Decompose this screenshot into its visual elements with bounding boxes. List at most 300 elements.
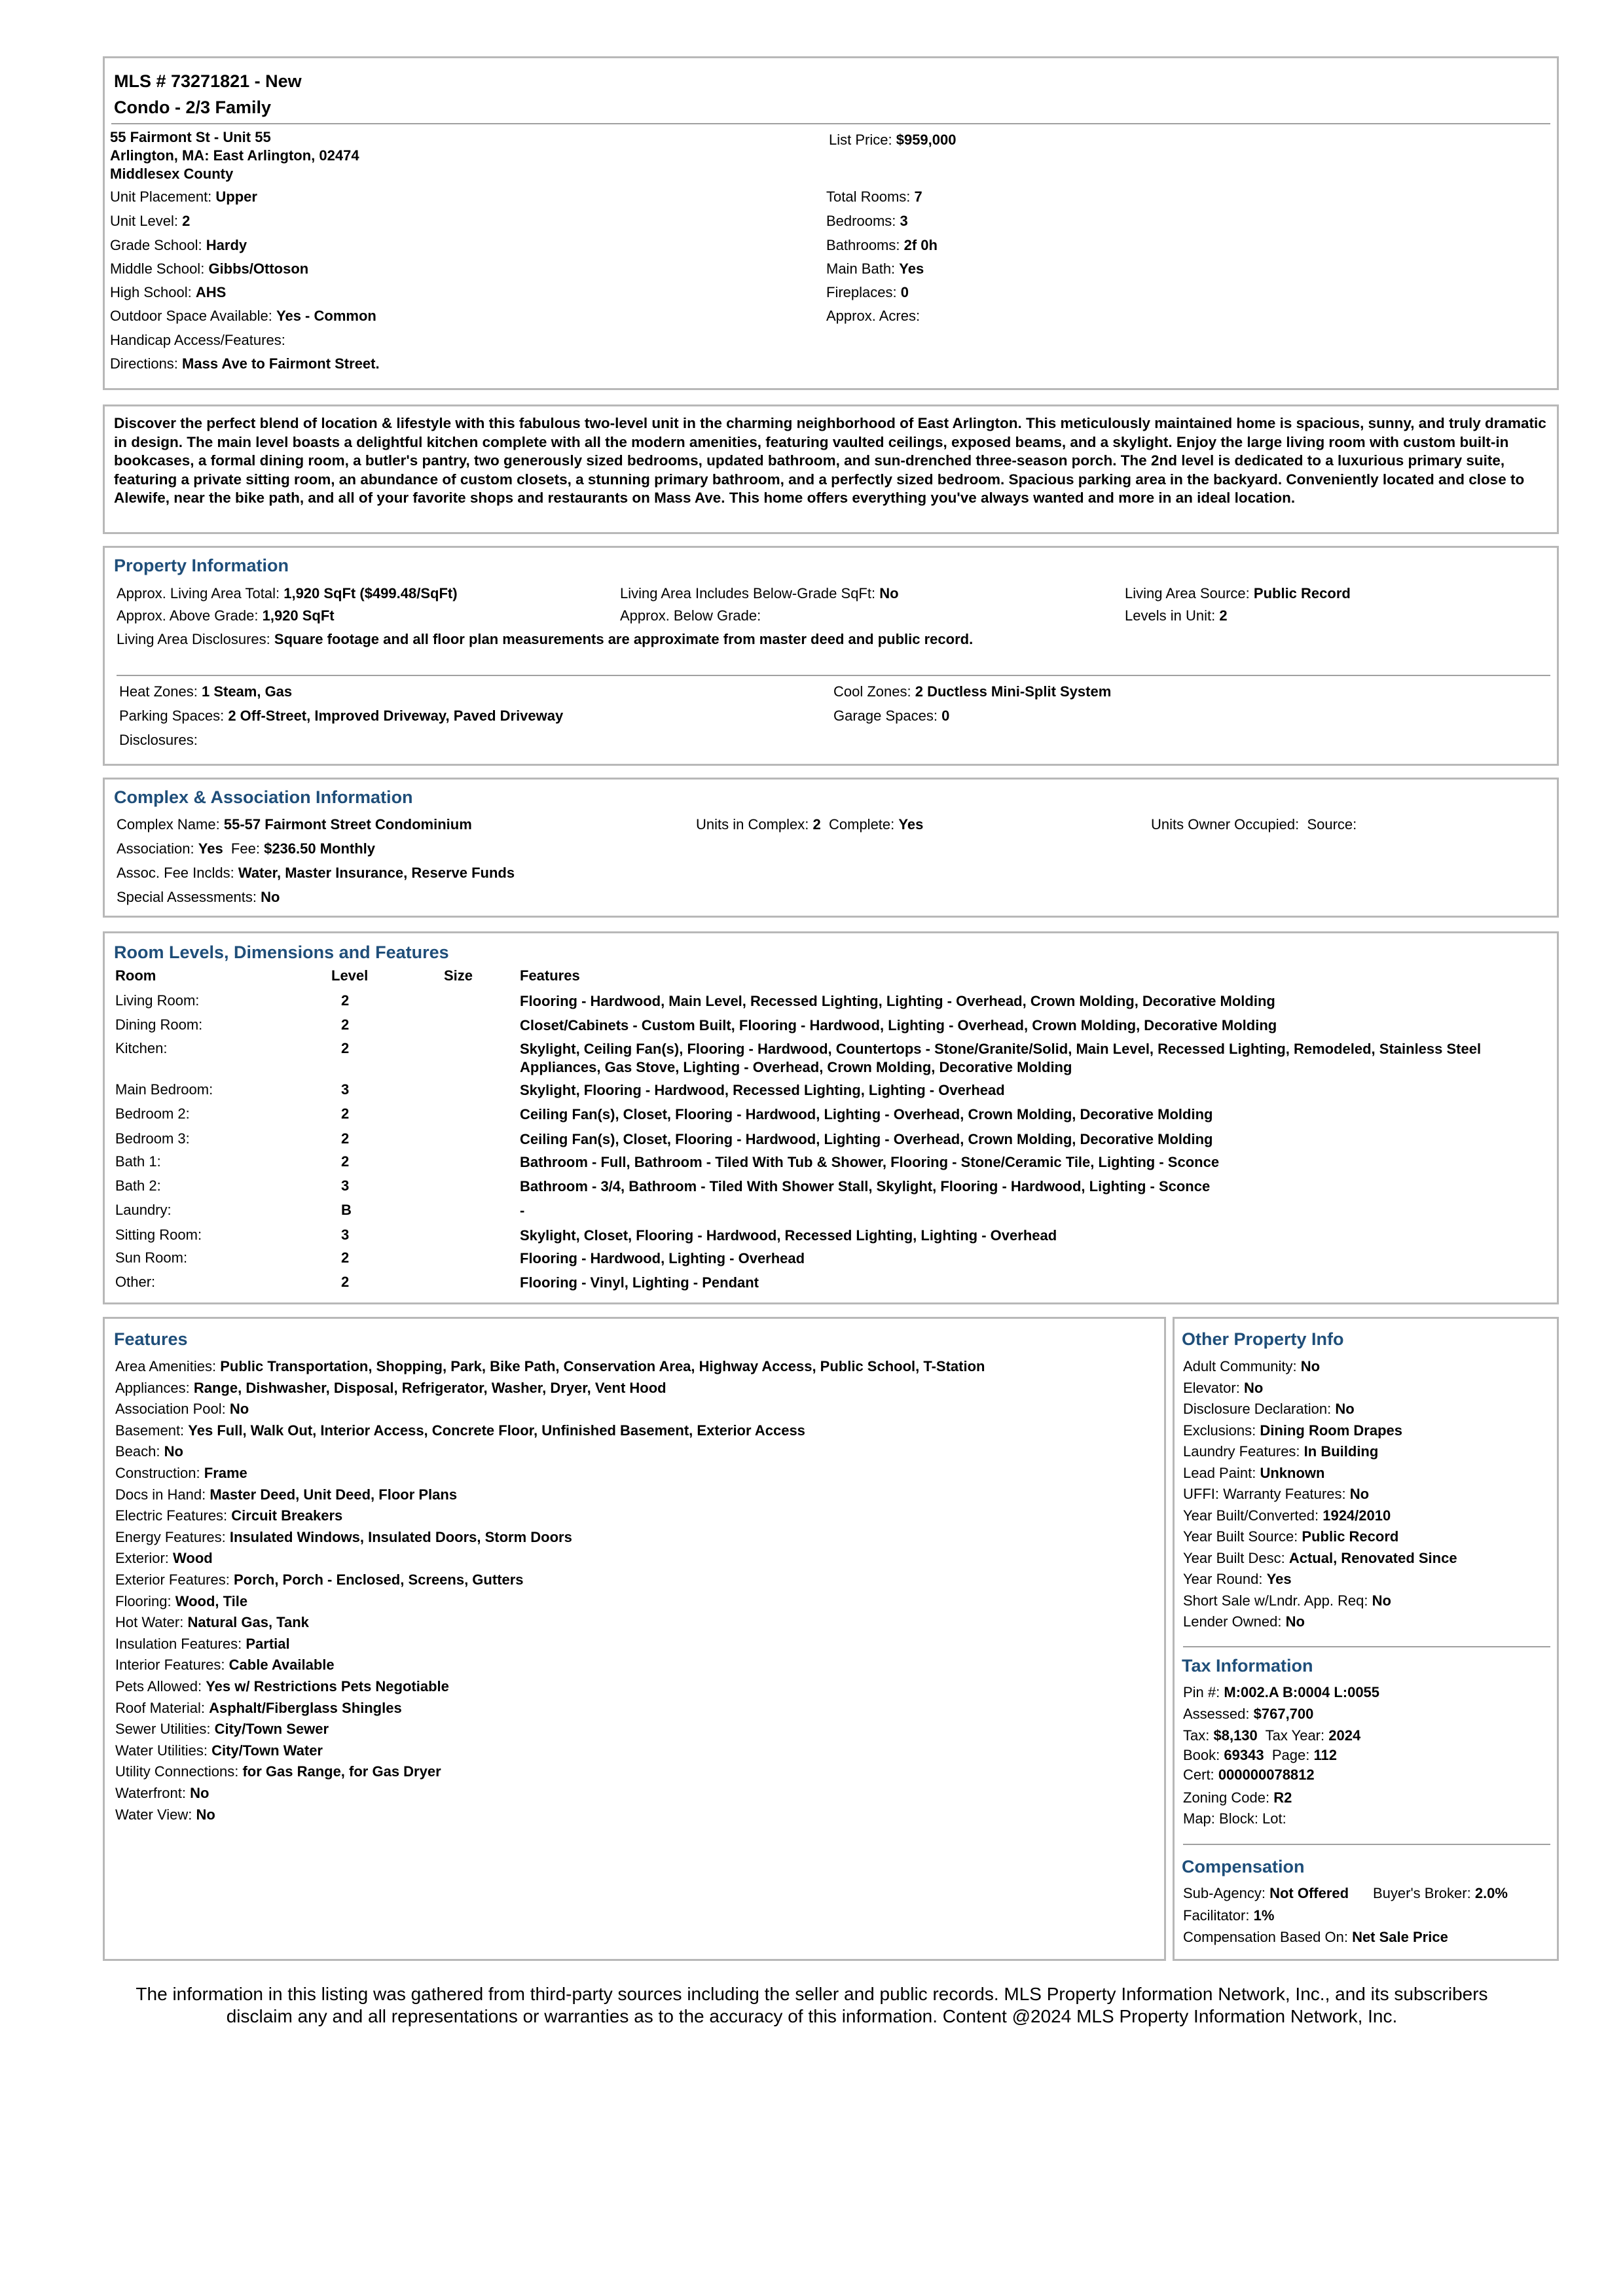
field-label: Assessed: — [1183, 1706, 1250, 1722]
field-label: Exterior Features: — [115, 1571, 230, 1588]
field-value: No — [1300, 1358, 1321, 1374]
field-label: Area Amenities: — [115, 1358, 217, 1374]
field-value: R2 — [1273, 1789, 1292, 1806]
field-value: Not Offered — [1269, 1885, 1349, 1901]
info-item — [1183, 1443, 1378, 1460]
heat-zones — [119, 683, 292, 700]
county: Middlesex County — [110, 166, 234, 182]
room-features: - — [520, 1202, 525, 1219]
field-value: Net Sale Price — [1352, 1929, 1448, 1945]
summary-field — [110, 260, 308, 278]
room-name: Other: — [115, 1274, 156, 1290]
field-value: 1 Steam, Gas — [201, 683, 293, 700]
field-label: Association Pool: — [115, 1401, 226, 1418]
address-line1: 55 Fairmont St - Unit 55 — [110, 129, 271, 145]
field-label: Year Round: — [1183, 1571, 1263, 1587]
info-item — [1183, 1358, 1320, 1375]
field-label: Total Rooms: — [826, 188, 911, 205]
field-value: $767,700 — [1253, 1706, 1314, 1722]
field-value: Square footage and all floor plan measurements are approximate from master deed and public record. — [274, 631, 974, 647]
field-label: Docs in Hand: — [115, 1486, 206, 1503]
info-item — [1183, 1507, 1391, 1524]
room-features: Flooring - Vinyl, Lighting - Pendant — [520, 1274, 759, 1291]
field-value: 2 Ductless Mini-Split System — [915, 683, 1112, 700]
summary-field — [826, 260, 924, 278]
address-line2: Arlington, MA: East Arlington, 02474 — [110, 147, 359, 164]
room-name: Kitchen: — [115, 1040, 168, 1056]
field-value: Public Record — [1302, 1528, 1399, 1545]
field-value: 2 Off-Street, Improved Driveway, Paved Driveway — [228, 708, 564, 724]
field-label: Sewer Utilities: — [115, 1721, 211, 1738]
feature-item — [115, 1700, 402, 1717]
levels-in-unit — [1125, 607, 1228, 624]
tax-title: Tax Information — [1182, 1656, 1313, 1676]
room-features: Skylight, Flooring - Hardwood, Recessed Lighting, Lighting - Overhead — [520, 1082, 1005, 1098]
header-size: Size — [444, 967, 473, 984]
header-level: Level — [331, 967, 369, 984]
header-features: Features — [520, 967, 580, 984]
room-name: Bedroom 3: — [115, 1130, 190, 1147]
field-value: No — [1335, 1401, 1355, 1417]
field-value: Wood — [173, 1550, 213, 1567]
feature-item — [115, 1380, 666, 1397]
field-value: Asphalt/Fiberglass Shingles — [209, 1699, 402, 1716]
field-label: Roof Material: — [115, 1699, 205, 1716]
below-grade — [620, 607, 761, 624]
map-block-lot: Map: Block: Lot: — [1183, 1810, 1286, 1827]
field-label: Complex Name: — [117, 816, 220, 833]
field-value: Actual, Renovated Since — [1288, 1549, 1457, 1566]
room-name: Dining Room: — [115, 1016, 203, 1033]
room-name: Main Bedroom: — [115, 1081, 213, 1098]
field-label: Tax Year: — [1265, 1727, 1325, 1744]
section-title: Features — [114, 1329, 188, 1349]
field-value: Upper — [215, 188, 257, 205]
field-value: Insulated Windows, Insulated Doors, Storm Doors — [229, 1528, 572, 1545]
field-label: Electric Features: — [115, 1507, 228, 1524]
property-type: Condo - 2/3 Family — [114, 98, 272, 117]
field-label: Sub-Agency: — [1183, 1885, 1266, 1901]
field-label: Levels in Unit: — [1125, 607, 1216, 624]
field-label: Water Utilities: — [115, 1742, 208, 1759]
field-value: In Building — [1304, 1443, 1379, 1460]
field-value: 2 — [812, 816, 821, 833]
field-label: Waterfront: — [115, 1785, 186, 1801]
field-value: No — [879, 585, 899, 601]
field-label: Hot Water: — [115, 1614, 184, 1631]
info-item — [1183, 1486, 1369, 1503]
living-area-disclosures — [117, 631, 973, 648]
field-value: 1,920 SqFt — [262, 607, 335, 624]
field-value: 1% — [1253, 1907, 1275, 1924]
feature-item — [115, 1465, 247, 1482]
feature-item — [115, 1742, 323, 1759]
field-label: Disclosures: — [119, 732, 198, 748]
feature-item — [115, 1550, 213, 1567]
complex-name — [117, 816, 472, 833]
field-value: Cable Available — [228, 1657, 335, 1674]
field-value: $8,130 — [1213, 1727, 1258, 1744]
field-value: AHS — [195, 284, 227, 300]
field-label: Exterior: — [115, 1550, 169, 1567]
field-value: 2 — [1219, 607, 1228, 624]
field-label: Directions: — [110, 355, 178, 372]
list-price-label: List Price: — [829, 132, 892, 148]
room-features: Bathroom - 3/4, Bathroom - Tiled With Shower Stall, Skylight, Flooring - Hardwood, Lighting - Sconce — [520, 1178, 1211, 1194]
field-label: Grade School: — [110, 237, 202, 253]
field-value: Yes — [898, 816, 924, 833]
assoc-fee-includes — [117, 865, 515, 882]
room-level: 2 — [341, 1105, 350, 1122]
field-value: 2.0% — [1474, 1885, 1508, 1901]
field-label: Facilitator: — [1183, 1907, 1250, 1924]
field-value: Circuit Breakers — [231, 1507, 343, 1524]
field-value: 7 — [914, 188, 922, 205]
field-label: Approx. Above Grade: — [117, 607, 259, 624]
feature-item — [115, 1785, 209, 1802]
field-label: Year Built/Converted: — [1183, 1507, 1319, 1524]
section-title: Other Property Info — [1182, 1329, 1344, 1349]
field-label: Tax: — [1183, 1727, 1210, 1744]
field-value: M:002.A B:0004 L:0055 — [1224, 1684, 1380, 1700]
field-label: Unit Placement: — [110, 188, 212, 205]
summary-field — [110, 213, 190, 230]
field-value: 2 — [182, 213, 191, 229]
field-value: Yes — [198, 840, 223, 857]
field-value: No — [1349, 1486, 1370, 1502]
field-label: Source: — [1307, 816, 1357, 833]
garage-spaces — [833, 708, 949, 725]
field-value: No — [1372, 1592, 1391, 1609]
room-level: 3 — [341, 1177, 350, 1194]
field-label: Assoc. Fee Inclds: — [117, 865, 234, 881]
field-value: 1924/2010 — [1322, 1507, 1391, 1524]
field-label: Utility Connections: — [115, 1763, 239, 1780]
room-level: B — [341, 1202, 352, 1218]
header-divider — [111, 123, 1550, 124]
feature-item — [115, 1614, 309, 1631]
description-section — [103, 404, 1559, 534]
field-value: Wood, Tile — [175, 1592, 248, 1609]
parking-spaces — [119, 708, 563, 725]
feature-item — [115, 1401, 249, 1418]
field-value: City/Town Sewer — [214, 1721, 329, 1738]
field-label: Approx. Living Area Total: — [117, 585, 280, 601]
features-section — [103, 1317, 1166, 1961]
mls-title: MLS # 73271821 - New — [114, 71, 302, 91]
field-label: Garage Spaces: — [833, 708, 938, 724]
summary-field — [826, 188, 922, 206]
field-label: Compensation Based On: — [1183, 1929, 1348, 1945]
room-name: Bath 1: — [115, 1153, 161, 1170]
living-area-source — [1125, 585, 1351, 602]
summary-field — [110, 188, 257, 206]
field-label: Basement: — [115, 1422, 185, 1439]
field-value: Yes w/ Restrictions Pets Negotiable — [206, 1678, 449, 1695]
room-features: Bathroom - Full, Bathroom - Tiled With Tub & Shower, Flooring - Stone/Ceramic Tile, Lighting - Sconce — [520, 1154, 1220, 1170]
field-value: Hardy — [206, 237, 247, 253]
tax-book-page — [1183, 1747, 1337, 1764]
room-level: 2 — [341, 1040, 350, 1056]
feature-item — [115, 1507, 342, 1524]
field-label: Year Built Source: — [1183, 1528, 1298, 1545]
field-value: Yes - Common — [276, 308, 376, 324]
summary-field — [110, 308, 376, 325]
room-level: 3 — [341, 1081, 350, 1098]
field-value: Water, Master Insurance, Reserve Funds — [238, 865, 515, 881]
field-label: Units in Complex: — [696, 816, 809, 833]
section-title: Room Levels, Dimensions and Features — [114, 942, 449, 962]
field-value: 112 — [1313, 1747, 1337, 1763]
field-label: Laundry Features: — [1183, 1443, 1300, 1460]
field-label: Lead Paint: — [1183, 1464, 1256, 1481]
field-value: 2f 0h — [903, 237, 938, 253]
units-owner-occupied — [1151, 816, 1357, 833]
field-value: Range, Dishwasher, Disposal, Refrigerator, Washer, Dryer, Vent Hood — [193, 1379, 666, 1396]
field-label: Bedrooms: — [826, 213, 896, 229]
field-value: 1,920 SqFt ($499.48/SqFt) — [283, 585, 458, 601]
field-value: Gibbs/Ottoson — [208, 260, 309, 277]
feature-item — [115, 1636, 290, 1653]
info-item — [1183, 1550, 1457, 1567]
below-grade-included — [620, 585, 899, 602]
field-label: Units Owner Occupied: — [1151, 816, 1300, 833]
field-value: No — [1243, 1379, 1264, 1396]
field-label: Fireplaces: — [826, 284, 897, 300]
compensation-divider — [1183, 1844, 1550, 1845]
room-name: Sitting Room: — [115, 1227, 202, 1243]
field-label: Construction: — [115, 1465, 200, 1481]
field-label: Parking Spaces: — [119, 708, 225, 724]
field-label: Beach: — [115, 1443, 160, 1460]
field-label: Buyer's Broker: — [1373, 1885, 1471, 1901]
facilitator — [1183, 1907, 1274, 1924]
field-value: 0 — [941, 708, 950, 724]
buyers-broker — [1373, 1885, 1508, 1902]
field-value: Yes Full, Walk Out, Interior Access, Concrete Floor, Unfinished Basement, Exterior Access — [188, 1422, 805, 1439]
field-value: 0 — [900, 284, 909, 300]
field-label: Living Area Source: — [1125, 585, 1250, 601]
compensation-title: Compensation — [1182, 1857, 1305, 1876]
field-label: Disclosure Declaration: — [1183, 1401, 1332, 1417]
field-label: Approx. Below Grade: — [620, 607, 761, 624]
section-title: Complex & Association Information — [114, 787, 413, 807]
field-label: UFFI: Warranty Features: — [1183, 1486, 1346, 1502]
field-value: $236.50 Monthly — [264, 840, 376, 857]
room-features: Skylight, Ceiling Fan(s), Flooring - Hardwood, Countertops - Stone/Granite/Solid, Main Level, Recessed Lighting, Remodeled, Stainless Steel Appliances, Gas Stove, Lighting - Overhead, Crown Molding, Decorative Molding — [520, 1041, 1482, 1075]
feature-item — [115, 1358, 985, 1375]
field-label: Cert: — [1183, 1767, 1214, 1783]
list-price-value: $959,000 — [896, 132, 957, 148]
field-label: Year Built Desc: — [1183, 1549, 1285, 1566]
field-value: Mass Ave to Fairmont Street. — [182, 355, 380, 372]
summary-field — [110, 284, 226, 301]
feature-item — [115, 1806, 215, 1823]
summary-field — [110, 237, 247, 254]
header-room: Room — [115, 967, 156, 984]
tax-assessed — [1183, 1706, 1313, 1723]
field-value: 000000078812 — [1218, 1767, 1315, 1783]
field-label: Complete: — [829, 816, 895, 833]
info-item — [1183, 1380, 1263, 1397]
summary-field — [826, 237, 938, 254]
feature-item — [115, 1763, 441, 1780]
summary-field — [826, 213, 908, 230]
summary-field — [110, 355, 380, 372]
field-label: Insulation Features: — [115, 1635, 242, 1652]
field-value: Dining Room Drapes — [1260, 1422, 1402, 1439]
room-features: Ceiling Fan(s), Closet, Flooring - Hardwood, Lighting - Overhead, Crown Molding, Decorative Molding — [520, 1131, 1213, 1147]
listing-description: Discover the perfect blend of location & lifestyle with this fabulous two-level unit in the charming neighborhood of East Arlington. This meticulously maintained home is spacious, sunny, and truly dramatic in design. The main level boasts a delightful kitchen complete with all the modern amenities, featuring vaulted ceilings, exposed beams, and a skylight. Enjoy the large living room with custom built-in bookcases, a formal dining room, a butler's pantry, two generously sized bedrooms, updated bathroom, and sun-drenched three-season porch. The 2nd level is dedicated to a luxurious primary suite, featuring a private sitting room, an abundance of custom closets, a stunning primary bathroom, and a perfectly sized bedroom. Spacious parking area in the backyard. Conveniently located and close to Alewife, near the bike path, and all of your favorite shops and restaurants on Mass Ave. This home offers everything you've always wanted and more in an ideal location. — [114, 415, 1546, 506]
field-value: No — [229, 1401, 249, 1418]
compensation-based-on — [1183, 1929, 1448, 1946]
field-value: Master Deed, Unit Deed, Floor Plans — [210, 1486, 458, 1503]
room-features: Skylight, Closet, Flooring - Hardwood, Recessed Lighting, Lighting - Overhead — [520, 1227, 1057, 1244]
units-in-complex — [696, 816, 923, 833]
summary-section — [103, 56, 1559, 390]
feature-item — [115, 1422, 805, 1439]
field-label: Page: — [1271, 1747, 1310, 1763]
info-item — [1183, 1528, 1398, 1545]
field-value: No — [1285, 1613, 1305, 1630]
field-value: 69343 — [1224, 1747, 1264, 1763]
field-label: Main Bath: — [826, 260, 896, 277]
field-value: Porch, Porch - Enclosed, Screens, Gutters — [233, 1571, 524, 1588]
property-info-section — [103, 546, 1559, 766]
sub-agency — [1183, 1885, 1349, 1902]
room-name: Bedroom 2: — [115, 1105, 190, 1122]
field-label: Outdoor Space Available: — [110, 308, 272, 324]
feature-item — [115, 1721, 329, 1738]
field-label: Approx. Acres: — [826, 308, 921, 324]
field-value: Partial — [246, 1635, 290, 1652]
field-value: 3 — [900, 213, 908, 229]
field-value: 2024 — [1328, 1727, 1361, 1744]
field-label: High School: — [110, 284, 192, 300]
feature-item — [115, 1678, 449, 1695]
room-name: Laundry: — [115, 1202, 172, 1218]
field-value: No — [261, 889, 280, 905]
info-item — [1183, 1571, 1292, 1588]
field-label: Heat Zones: — [119, 683, 198, 700]
field-label: Unit Level: — [110, 213, 178, 229]
info-item — [1183, 1465, 1324, 1482]
rooms-section — [103, 931, 1559, 1304]
info-item — [1183, 1613, 1305, 1630]
field-label: Middle School: — [110, 260, 205, 277]
field-label: Short Sale w/Lndr. App. Req: — [1183, 1592, 1368, 1609]
feature-item — [115, 1657, 335, 1674]
field-label: Handicap Access/Features: — [110, 332, 285, 348]
field-label: Fee: — [230, 840, 260, 857]
field-label: Association: — [117, 840, 194, 857]
above-grade — [117, 607, 335, 624]
feature-item — [115, 1529, 572, 1546]
section-title: Property Information — [114, 556, 289, 575]
field-label: Zoning Code: — [1183, 1789, 1270, 1806]
feature-item — [115, 1571, 524, 1588]
field-value: Yes — [1266, 1571, 1292, 1587]
field-label: Exclusions: — [1183, 1422, 1256, 1439]
summary-field — [826, 308, 920, 325]
tax-amount — [1183, 1727, 1360, 1744]
field-value: Frame — [204, 1465, 247, 1481]
field-label: Flooring: — [115, 1592, 172, 1609]
room-level: 3 — [341, 1227, 350, 1243]
association — [117, 840, 375, 857]
special-assessments — [117, 889, 280, 906]
field-value: Public Transportation, Shopping, Park, Bike Path, Conservation Area, Highway Access, Public School, T-Station — [220, 1358, 985, 1374]
disclaimer: The information in this listing was gathered from third-party sources including the seller and public records. MLS Property Information Network, Inc., and its subscribers disclaim any and all representations or warranties as to the accuracy of this information. Content @2024 MLS Property Information Network, Inc. — [136, 1984, 1488, 2026]
field-value: Natural Gas, Tank — [187, 1614, 309, 1631]
field-value: 55-57 Fairmont Street Condominium — [223, 816, 472, 833]
field-value: City/Town Water — [211, 1742, 323, 1759]
feature-item — [115, 1593, 247, 1610]
room-name: Living Room: — [115, 992, 200, 1009]
living-area-total — [117, 585, 458, 602]
field-label: Living Area Includes Below-Grade SqFt: — [620, 585, 876, 601]
field-label: Pin #: — [1183, 1684, 1220, 1700]
field-value: No — [196, 1806, 215, 1823]
field-label: Book: — [1183, 1747, 1220, 1763]
field-label: Bathrooms: — [826, 237, 900, 253]
room-level: 2 — [341, 1249, 350, 1266]
room-features: Ceiling Fan(s), Closet, Flooring - Hardwood, Lighting - Overhead, Crown Molding, Decorative Molding — [520, 1106, 1213, 1122]
room-name: Sun Room: — [115, 1249, 188, 1266]
field-label: Appliances: — [115, 1379, 190, 1396]
field-value: Public Record — [1253, 585, 1351, 601]
other-info-section — [1173, 1317, 1559, 1961]
field-label: Interior Features: — [115, 1657, 225, 1674]
summary-field — [826, 284, 909, 301]
complex-section — [103, 778, 1559, 918]
field-label: Special Assessments: — [117, 889, 257, 905]
disclosures — [119, 732, 198, 749]
field-value: for Gas Range, for Gas Dryer — [242, 1763, 441, 1780]
room-name: Bath 2: — [115, 1177, 161, 1194]
room-level: 2 — [341, 1130, 350, 1147]
tax-divider — [1183, 1646, 1550, 1647]
field-value: No — [190, 1785, 210, 1801]
info-item — [1183, 1592, 1391, 1609]
zoning-code — [1183, 1789, 1292, 1806]
field-value: Unknown — [1260, 1464, 1325, 1481]
field-label: Cool Zones: — [833, 683, 911, 700]
field-label: Adult Community: — [1183, 1358, 1297, 1374]
property-divider — [117, 675, 1550, 676]
tax-cert — [1183, 1767, 1315, 1784]
field-label: Elevator: — [1183, 1379, 1240, 1396]
tax-pin — [1183, 1684, 1379, 1701]
room-features: Flooring - Hardwood, Lighting - Overhead — [520, 1250, 805, 1266]
room-level: 2 — [341, 992, 350, 1009]
room-features: Closet/Cabinets - Custom Built, Flooring - Hardwood, Lighting - Overhead, Crown Molding, Decorative Molding — [520, 1017, 1277, 1033]
field-value: Yes — [899, 260, 924, 277]
room-level: 2 — [341, 1153, 350, 1170]
field-label: Pets Allowed: — [115, 1678, 202, 1695]
feature-item — [115, 1486, 457, 1503]
field-label: Water View: — [115, 1806, 192, 1823]
info-item — [1183, 1422, 1402, 1439]
field-label: Lender Owned: — [1183, 1613, 1282, 1630]
list-price — [829, 132, 956, 149]
room-features: Flooring - Hardwood, Main Level, Recessed Lighting, Lighting - Overhead, Crown Molding, Decorative Molding — [520, 993, 1275, 1009]
cool-zones — [833, 683, 1111, 700]
room-level: 2 — [341, 1274, 350, 1290]
room-level: 2 — [341, 1016, 350, 1033]
summary-field — [110, 332, 285, 349]
info-item — [1183, 1401, 1355, 1418]
